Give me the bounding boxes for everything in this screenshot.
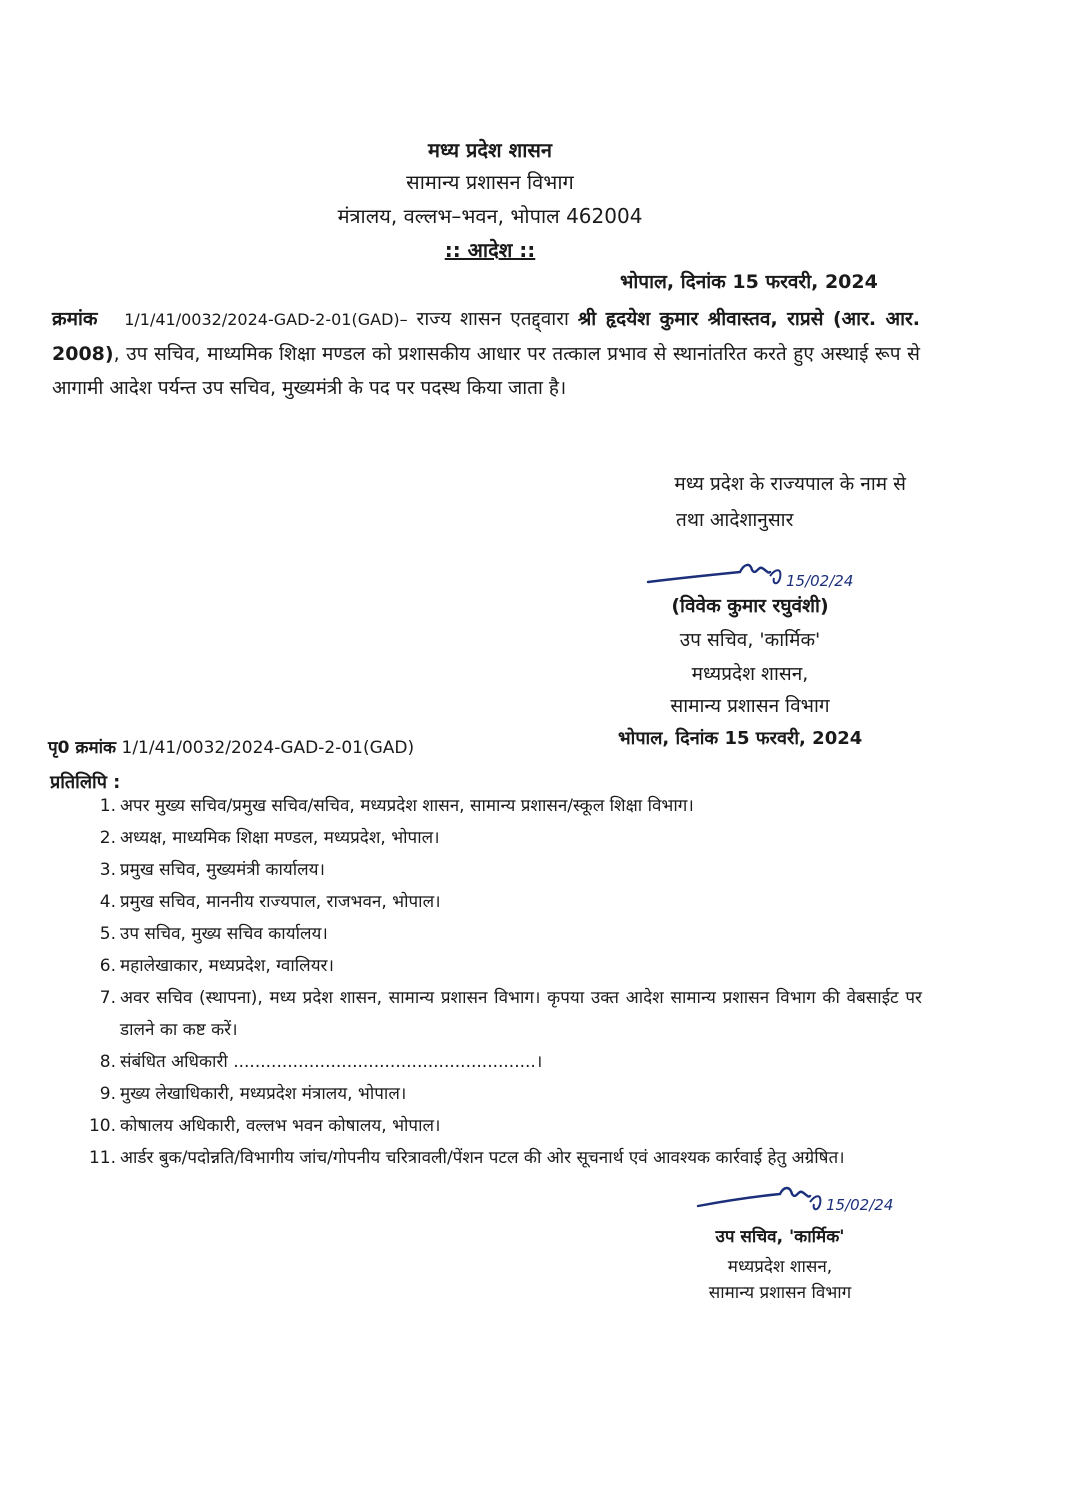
signatory-office-2: सामान्य प्रशासन विभाग (670, 695, 830, 717)
header-department: सामान्य प्रशासन विभाग (406, 170, 574, 194)
signature-1-date: 15/02/24 (786, 572, 854, 590)
list-item-number: 2. (99, 828, 116, 848)
header-address: मंत्रालय, वल्लभ–भवन, भोपाल 462004 (337, 204, 643, 228)
endorsement-date: भोपाल, दिनांक 15 फरवरी, 2024 (618, 728, 863, 749)
signature-2-date: 15/02/24 (826, 1196, 894, 1214)
order-text-1: राज्य शासन एतद्द्वारा (407, 308, 578, 330)
signatory-2-office-1: मध्यप्रदेश शासन, (727, 1257, 833, 1277)
endorsement-ref-label: पृ0 क्रमांक (48, 738, 117, 758)
list-item (86, 982, 922, 1046)
list-item (86, 950, 922, 982)
authority-line-1: मध्य प्रदेश के राज्यपाल के नाम से (674, 473, 906, 495)
list-item (86, 1046, 922, 1078)
list-item (86, 822, 922, 854)
signatory-designation: उप सचिव, 'कार्मिक' (679, 629, 821, 651)
list-item (86, 1078, 922, 1110)
copy-list (86, 790, 922, 1174)
list-item-number: 3. (99, 860, 116, 880)
list-item (86, 918, 922, 950)
list-item-text: कोषालय अधिकारी, वल्लभ भवन कोषालय, भोपाल। (120, 1116, 441, 1136)
signatory-2-office-2: सामान्य प्रशासन विभाग (708, 1283, 852, 1303)
list-item (86, 886, 922, 918)
order-date: भोपाल, दिनांक 15 फरवरी, 2024 (620, 271, 878, 293)
order-paragraph (52, 302, 920, 405)
signatory-2-designation: उप सचिव, 'कार्मिक' (715, 1227, 845, 1247)
order-title: :: आदेश :: (444, 238, 536, 262)
list-item-number: 5. (99, 924, 116, 944)
list-item-text: अवर सचिव (स्थापना), मध्य प्रदेश शासन, सामान्य प्रशासन विभाग। कृपया उक्त आदेश सामान्य प्रशासन विभाग की वेबसाईट पर डालने का कष्ट करें। (120, 988, 922, 1040)
list-item-number: 9. (99, 1084, 116, 1104)
list-item-text: प्रमुख सचिव, माननीय राज्यपाल, राजभवन, भोपाल। (120, 892, 441, 912)
list-item-number: 11. (88, 1148, 116, 1168)
endorsement-ref-number: 1/1/41/0032/2024-GAD-2-01(GAD) (121, 738, 415, 758)
list-item-number: 4. (99, 892, 116, 912)
order-ref-number: 1/1/41/0032/2024-GAD-2-01(GAD)– (124, 310, 408, 329)
copy-label: प्रतिलिपि : (50, 772, 121, 793)
list-item (86, 1110, 922, 1142)
signature-2-image (690, 1180, 920, 1224)
list-item (86, 854, 922, 886)
list-item-number: 6. (99, 956, 116, 976)
list-item-text: आर्डर बुक/पदोन्नति/विभागीय जांच/गोपनीय चरित्रावली/पेंशन पटल की ओर सूचनार्थ एवं आवश्यक कार्रवाई हेतु अग्रेषित। (120, 1148, 845, 1168)
list-item-number: 7. (99, 988, 116, 1008)
list-item-text: संबंधित अधिकारी ........................................................। (120, 1052, 543, 1072)
list-item-text: उप सचिव, मुख्य सचिव कार्यालय। (120, 924, 328, 944)
list-item-number: 8. (99, 1052, 116, 1072)
order-text-2: , उप सचिव, माध्यमिक शिक्षा मण्डल को प्रशासकीय आधार पर तत्काल प्रभाव से स्थानांतरित करते हुए अस्थाई रूप से आगामी आदेश पर्यन्त उप सचिव, मुख्यमंत्री के पद पर पदस्थ किया जाता है। (52, 343, 920, 399)
list-item-text: अपर मुख्य सचिव/प्रमुख सचिव/सचिव, मध्यप्रदेश शासन, सामान्य प्रशासन/स्कूल शिक्षा विभाग। (120, 796, 694, 816)
list-item-text: अध्यक्ष, माध्यमिक शिक्षा मण्डल, मध्यप्रदेश, भोपाल। (120, 828, 440, 848)
list-item-text: महालेखाकार, मध्यप्रदेश, ग्वालियर। (120, 956, 334, 976)
list-item-text: प्रमुख सचिव, मुख्यमंत्री कार्यालय। (120, 860, 325, 880)
endorsement-ref (48, 735, 414, 758)
list-item (86, 1142, 922, 1174)
list-item-text: मुख्य लेखाधिकारी, मध्यप्रदेश मंत्रालय, भोपाल। (120, 1084, 407, 1104)
list-item-number: 10. (88, 1116, 116, 1136)
signatory-office-1: मध्यप्रदेश शासन, (691, 663, 809, 685)
header-government: मध्य प्रदेश शासन (427, 138, 552, 162)
list-item (86, 790, 922, 822)
list-item-number: 1. (99, 796, 116, 816)
kramank-label: क्रमांक (52, 308, 98, 330)
signatory-name: (विवेक कुमार रघुवंशी) (671, 595, 829, 617)
officer-name: श्री हृदयेश कुमार श्रीवास्तव, राप्रसे (आर. आर. 2008) (52, 308, 920, 365)
authority-line-2: तथा आदेशानुसार (676, 509, 794, 531)
